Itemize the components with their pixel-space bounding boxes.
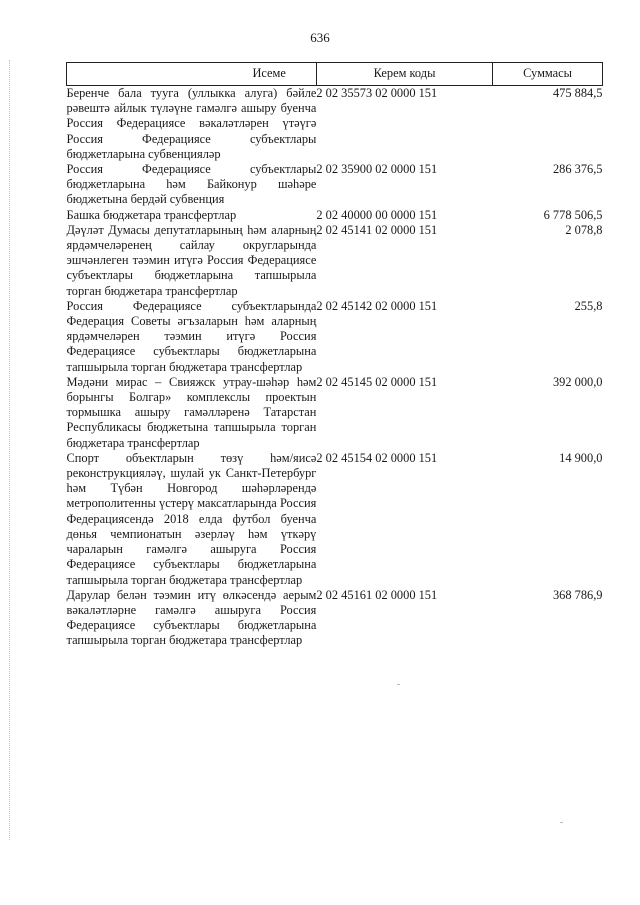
scan-speck bbox=[397, 684, 400, 685]
row-sum: 286 376,5 bbox=[552, 162, 603, 177]
row-name: Дарулар белән тәэмин итү өлкәсендә аерым вәкаләтләрне гамәлгә ашыруга Россия Федерациясе субъектлары бюджетларына тапшырыла торган бюджетара трансфертлар bbox=[66, 587, 317, 648]
row-sum: 475 884,5 bbox=[552, 86, 603, 100]
table-row bbox=[67, 451, 603, 588]
table-row bbox=[67, 588, 603, 649]
budget-table bbox=[66, 62, 603, 649]
table-row bbox=[67, 223, 603, 299]
page-number: 636 bbox=[310, 30, 330, 45]
header-sum: Суммасы bbox=[493, 63, 603, 86]
header-code: Керем коды bbox=[316, 63, 492, 86]
row-name: Мәдәни мирас – Свияжск утрау-шәһәр һәм борынгы Болгар» комплекслы проектын тормышка ашыру гамәлләренә Татарстан Республикасы бюджетына тапшырыла торган бюджетара трансфертлар bbox=[66, 374, 317, 450]
row-sum: 14 900,0 bbox=[559, 450, 603, 465]
row-code: 2 02 35573 02 0000 151 bbox=[316, 86, 438, 100]
row-sum: 392 000,0 bbox=[552, 374, 603, 389]
row-name: Россия Федерациясе субъектларында Федерация Советы әгъзаларын һәм аларның ярдәмчеләрен тәэмин итүгә Россия Федерациясе субъектлары бюджетларына тапшырыла торган бюджетара трансфертлар bbox=[66, 298, 317, 374]
row-sum: 368 786,9 bbox=[552, 587, 603, 602]
scan-margin-dots bbox=[9, 60, 12, 840]
table-row bbox=[67, 162, 603, 208]
table-row bbox=[67, 375, 603, 451]
table-row bbox=[67, 299, 603, 375]
row-code: 2 02 45161 02 0000 151 bbox=[316, 587, 438, 602]
row-name: Башка бюджетара трансфертлар bbox=[66, 207, 237, 222]
row-sum: 6 778 506,5 bbox=[543, 207, 603, 222]
row-code: 2 02 45145 02 0000 151 bbox=[316, 374, 438, 389]
row-code: 2 02 35900 02 0000 151 bbox=[316, 162, 438, 177]
row-code: 2 02 45154 02 0000 151 bbox=[316, 450, 438, 465]
table-row bbox=[67, 208, 603, 223]
row-name: Дәүләт Думасы депутатларының һәм аларның ярдәмчеләренең сайлау округларында эшчәнлеген тәэмин итүгә Россия Федерациясе субъектлары бюджетларына тапшырыла торган бюджетара трансфертлар bbox=[66, 222, 317, 298]
table-header-row bbox=[67, 63, 603, 86]
row-code: 2 02 40000 00 0000 151 bbox=[316, 207, 438, 222]
row-code: 2 02 45142 02 0000 151 bbox=[316, 298, 438, 313]
row-name: Беренче бала туугa (уллыкка алуга) бәйле рәвештә айлык түләүне гамәлгә ашыру буенча Россия Федерациясе вәкаләтләрен үтәүгә Россия Федерациясе субъектлары бюджетларына субвенцияләр bbox=[66, 86, 317, 161]
scan-speck bbox=[560, 822, 563, 823]
table-row bbox=[67, 86, 603, 163]
row-name: Россия Федерациясе субъектлары бюджетларына һәм Байконур шәһәре бюджетына бердәй субвенция bbox=[66, 162, 317, 207]
row-sum: 2 078,8 bbox=[565, 222, 603, 237]
row-code: 2 02 45141 02 0000 151 bbox=[316, 222, 438, 237]
header-name: Исеме bbox=[67, 63, 317, 86]
row-name: Спорт объектларын төзү һәм/яисә реконструкцияләү, шулай ук Санкт-Петербург һәм Түбән Новгород шәһәрләрендә метрополитенны үстерү максатларында Россия Федерациясендә 2018 елда футбол буенча дөнья чемпионатын әзерләү һәм үткәрү чараларын гамәлгә ашыруга Россия Федерациясе субъектлары бюджетларына тапшырыла торган бюджетара трансфертлар bbox=[66, 450, 317, 587]
row-sum: 255,8 bbox=[574, 298, 603, 313]
